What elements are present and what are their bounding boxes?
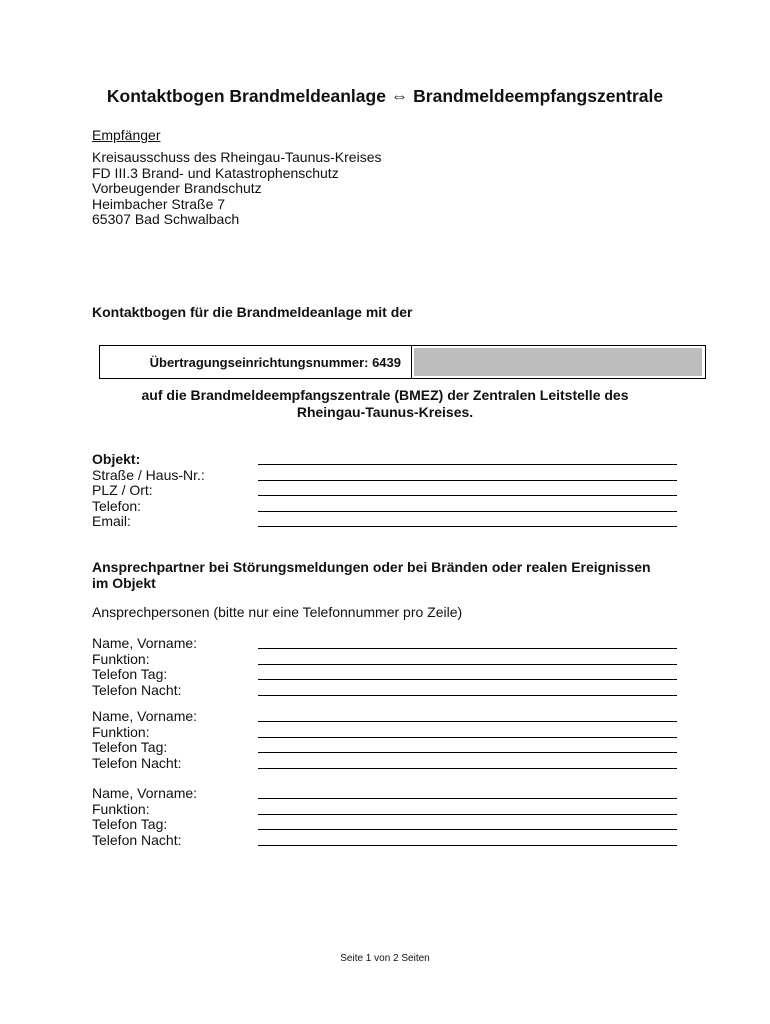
field-label: Straße / Haus-Nr.: bbox=[92, 466, 205, 483]
contact-heading-line-2: im Objekt bbox=[92, 575, 156, 591]
recipient-address bbox=[92, 150, 381, 228]
field-label: Telefon Tag: bbox=[92, 666, 168, 682]
address-line: Vorbeugender Brandschutz bbox=[92, 180, 262, 196]
phone-night-input-line[interactable] bbox=[258, 845, 677, 846]
phone-input-line[interactable] bbox=[258, 511, 677, 512]
address-line: 65307 Bad Schwalbach bbox=[92, 211, 240, 227]
transmission-number-label: Übertragungseinrichtungsnummer: 6439 bbox=[100, 346, 412, 378]
field-label: Funktion: bbox=[92, 650, 150, 667]
street-input-line[interactable] bbox=[258, 480, 677, 481]
address-line: FD III.3 Brand- und Katastrophenschutz bbox=[92, 164, 339, 181]
field-label: Telefon: bbox=[92, 497, 142, 514]
field-label: Email: bbox=[92, 513, 131, 529]
contact-note: Ansprechpersonen (bitte nur eine Telefonnummer pro Zeile) bbox=[92, 604, 463, 620]
phone-day-input-line[interactable] bbox=[258, 829, 677, 830]
field-label: Telefon Nacht: bbox=[92, 831, 182, 848]
recipient-heading: Empfänger bbox=[92, 127, 161, 143]
field-label: Telefon Nacht: bbox=[92, 681, 182, 698]
transmission-number-field[interactable] bbox=[414, 348, 702, 376]
name-input-line[interactable] bbox=[258, 648, 677, 649]
field-label: Telefon Nacht: bbox=[92, 754, 182, 771]
field-label: Funktion: bbox=[92, 723, 150, 740]
bmez-line-1: auf die Brandmeldeempfangszentrale (BMEZ) der Zentralen Leitstelle des bbox=[141, 387, 629, 403]
name-input-line[interactable] bbox=[258, 798, 677, 799]
transmission-number-box bbox=[99, 345, 706, 379]
field-label: Name, Vorname: bbox=[92, 708, 198, 724]
page-title: Kontaktbogen Brandmeldeanlage ⇔ Brandmeldeempfangszentrale bbox=[106, 86, 664, 106]
function-input-line[interactable] bbox=[258, 814, 677, 815]
name-input-line[interactable] bbox=[258, 721, 677, 722]
field-label: Name, Vorname: bbox=[92, 635, 198, 651]
phone-day-input-line[interactable] bbox=[258, 679, 677, 680]
phone-night-input-line[interactable] bbox=[258, 695, 677, 696]
page-footer: Seite 1 von 2 Seiten bbox=[340, 953, 430, 964]
field-label: Telefon Tag: bbox=[92, 739, 168, 755]
contact-heading-line-1: Ansprechpartner bei Störungsmeldungen oder bei Bränden oder realen Ereignissen bbox=[92, 559, 651, 575]
phone-night-input-line[interactable] bbox=[258, 768, 677, 769]
function-input-line[interactable] bbox=[258, 737, 677, 738]
section-heading-bma: Kontaktbogen für die Brandmeldeanlage mit der bbox=[92, 304, 413, 320]
field-label: Objekt: bbox=[92, 451, 141, 467]
field-label: Name, Vorname: bbox=[92, 785, 198, 801]
bmez-line-2: Rheingau-Taunus-Kreises. bbox=[296, 404, 474, 420]
zip-city-input-line[interactable] bbox=[258, 495, 677, 496]
object-input-line[interactable] bbox=[258, 464, 677, 465]
phone-day-input-line[interactable] bbox=[258, 752, 677, 753]
address-line: Heimbacher Straße 7 bbox=[92, 195, 226, 212]
email-input-line[interactable] bbox=[258, 526, 677, 527]
field-label: Funktion: bbox=[92, 800, 150, 817]
field-label: Telefon Tag: bbox=[92, 816, 168, 832]
function-input-line[interactable] bbox=[258, 664, 677, 665]
address-line: Kreisausschuss des Rheingau-Taunus-Kreises bbox=[92, 149, 382, 165]
field-label: PLZ / Ort: bbox=[92, 482, 153, 498]
